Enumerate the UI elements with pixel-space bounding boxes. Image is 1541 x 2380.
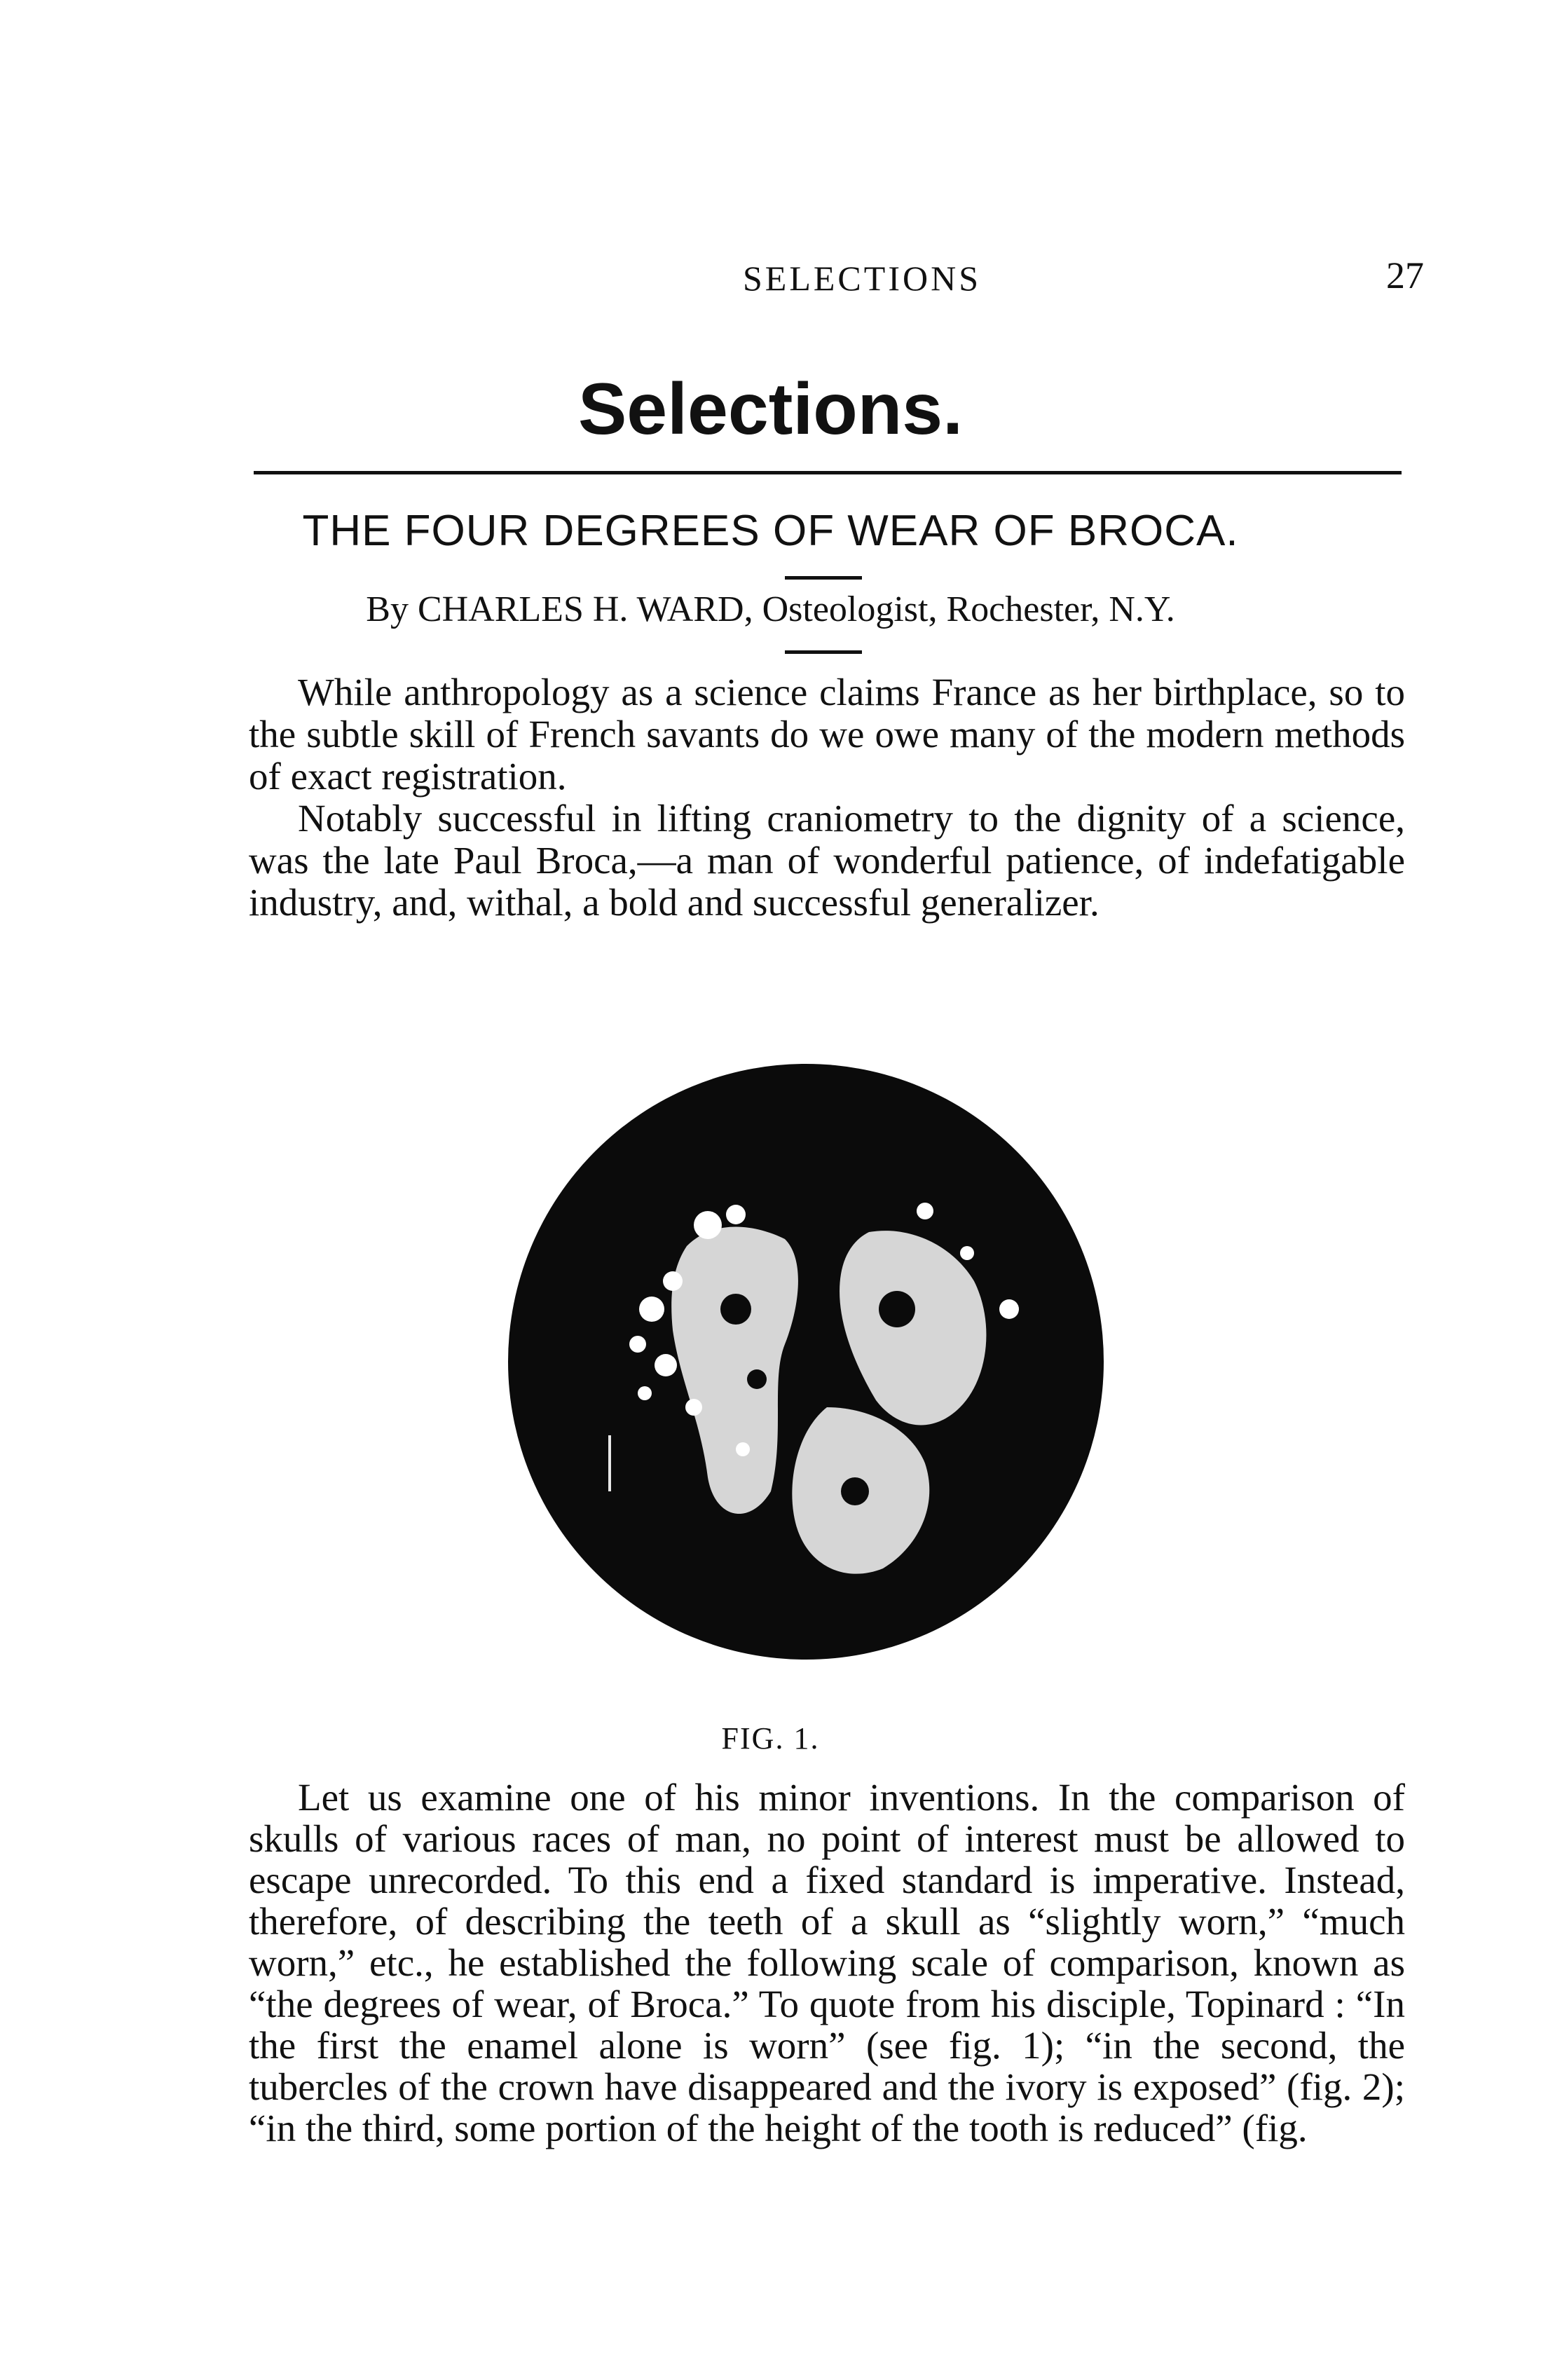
paragraph-text: Notably successful in lifting craniometry to the dignity of a science, was the late Paul Broca,—a man of wonderful patience, of indefatigable industry, and, withal, a bold and successful generalizer. bbox=[249, 797, 1405, 924]
article-title: THE FOUR DEGREES OF WEAR OF BROCA. bbox=[302, 507, 1239, 555]
paragraph-3 bbox=[249, 1777, 1405, 2149]
divider-short-bottom bbox=[785, 650, 862, 654]
figure-caption: FIG. 1. bbox=[721, 1721, 820, 1756]
running-head: SELECTIONS bbox=[743, 259, 981, 298]
tooth-wear-photo-icon bbox=[505, 1015, 1107, 1709]
page-number: 27 bbox=[1386, 254, 1424, 296]
section-title: Selections. bbox=[577, 369, 964, 450]
paragraph-text: While anthropology as a science claims France as her birthplace, so to the subtle skill of French savants do we owe many of the modern methods of exact registration. bbox=[249, 671, 1405, 798]
byline: By CHARLES H. WARD, Osteologist, Rochester, N.Y. bbox=[366, 589, 1175, 629]
divider-short-top bbox=[785, 576, 862, 580]
paragraph-text: Let us examine one of his minor inventions. In the comparison of skulls of various races of man, no point of interest must be allowed to escape unrecorded. To this end a fixed standard is imperative. Instead, therefore, of describing the teeth of a skull as “slightly worn,” “much worn,” etc., he established the following scale of comparison, known as “the degrees of wear, of Broca.” To quote from his disciple, Topinard : “In the first the enamel alone is worn” (see fig. 1); “in the second, the tubercles of the crown have disappeared and the ivory is exposed” (fig. 2); “in the third, some portion of the height of the tooth is reduced” (fig. bbox=[249, 1776, 1405, 2149]
paragraph-2 bbox=[249, 798, 1405, 924]
paragraph-1 bbox=[249, 671, 1405, 798]
figure-1-photograph bbox=[505, 1015, 1107, 1712]
title-rule bbox=[254, 471, 1402, 474]
